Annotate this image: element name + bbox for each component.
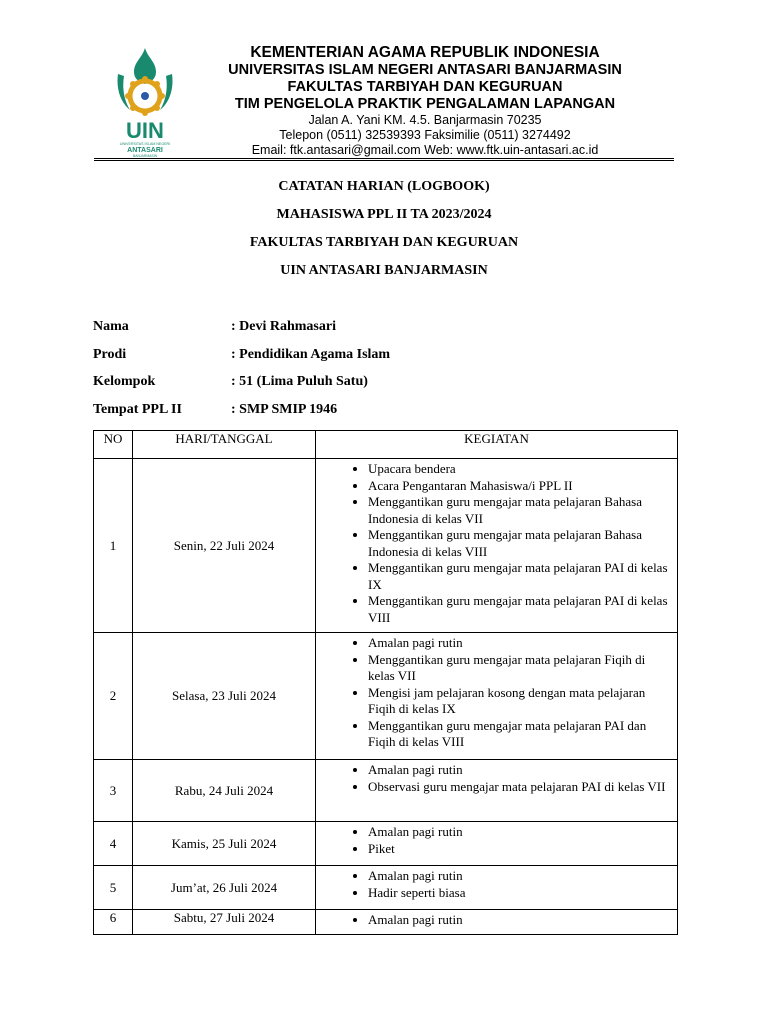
- table-row: [94, 633, 678, 760]
- title-line-3: FAKULTAS TARBIYAH DAN KEGURUAN: [249, 235, 519, 250]
- identity-row: [93, 373, 390, 401]
- activity-item: • Amalan pagi rutin: [368, 824, 673, 841]
- identity-value: : SMP SMIP 1946: [231, 402, 338, 418]
- activity-list: [316, 461, 673, 626]
- activity-list: [316, 868, 673, 901]
- identity-row: [93, 401, 390, 429]
- activity-list: [316, 635, 673, 751]
- activity-item: • Menggantikan guru mengajar mata pelajaran PAI dan Fiqih di kelas VIII: [368, 718, 673, 751]
- logo-sub2: ANTASARI: [127, 147, 163, 154]
- activity-list: [316, 824, 673, 857]
- header-activity: KEGIATAN: [316, 431, 678, 459]
- identity-label: Prodi: [93, 346, 127, 362]
- cell-date: Jum’at, 26 Juli 2024: [133, 866, 316, 910]
- activity-list: [316, 762, 673, 795]
- cell-no: 6: [94, 910, 133, 935]
- activity-item: • Menggantikan guru mengajar mata pelajaran Bahasa Indonesia di kelas VII: [368, 494, 673, 527]
- letterhead-team: TIM PENGELOLA PRAKTIK PENGALAMAN LAPANGAN: [234, 96, 616, 112]
- identity-value: : Pendidikan Agama Islam: [231, 346, 391, 362]
- identity-value: : 51 (Lima Puluh Satu): [231, 374, 368, 390]
- letterhead-faculty: FAKULTAS TARBIYAH DAN KEGURUAN: [287, 79, 563, 95]
- cell-no: 2: [94, 633, 133, 760]
- activity-item: • Piket: [368, 841, 673, 858]
- table-row: [94, 910, 678, 935]
- identity-row: [93, 346, 390, 374]
- cell-activities: [316, 866, 678, 910]
- table-header-row: [94, 431, 678, 459]
- activity-item: • Amalan pagi rutin: [368, 912, 673, 929]
- letterhead-university: UNIVERSITAS ISLAM NEGERI ANTASARI BANJARMASIN: [228, 62, 622, 78]
- activity-item: • Amalan pagi rutin: [368, 868, 673, 885]
- letterhead: [190, 44, 660, 158]
- activity-item: • Upacara bendera: [368, 461, 673, 478]
- activity-item: • Amalan pagi rutin: [368, 635, 673, 652]
- table-row: [94, 866, 678, 910]
- activity-item: • Hadir seperti biasa: [368, 885, 673, 902]
- letterhead-address: Jalan A. Yani KM. 4.5. Banjarmasin 70235: [308, 113, 542, 127]
- activity-item: • Acara Pengantaran Mahasiswa/i PPL II: [368, 478, 673, 495]
- activity-item: • Menggantikan guru mengajar mata pelajaran Fiqih di kelas VII: [368, 652, 673, 685]
- document-title: [94, 178, 674, 290]
- identity-label: Nama: [93, 319, 129, 334]
- letterhead-divider: [94, 158, 674, 161]
- activity-item: • Menggantikan guru mengajar mata pelajaran PAI di kelas VIII: [368, 593, 673, 626]
- letterhead-ministry: KEMENTERIAN AGAMA REPUBLIK INDONESIA: [250, 44, 600, 61]
- cell-date: Senin, 22 Juli 2024: [133, 459, 316, 633]
- cell-activities: [316, 822, 678, 866]
- cell-activities: [316, 910, 678, 935]
- logo-sub1: UNIVERSITAS ISLAM NEGERI: [119, 142, 171, 146]
- cell-activities: [316, 633, 678, 760]
- letterhead-phone: Telepon (0511) 32539393 Faksimilie (0511) 3274492: [279, 128, 571, 142]
- activity-item: • Observasi guru mengajar mata pelajaran PAI di kelas VII: [368, 779, 673, 796]
- letterhead-contact: Email: ftk.antasari@gmail.com Web: www.ftk.uin-antasari.ac.id: [251, 143, 599, 157]
- cell-no: 1: [94, 459, 133, 633]
- student-identity: [93, 318, 390, 429]
- table-row: [94, 822, 678, 866]
- activity-item: • Mengisi jam pelajaran kosong dengan mata pelajaran Fiqih di kelas IX: [368, 685, 673, 718]
- title-line-4: UIN ANTASARI BANJARMASIN: [280, 263, 488, 278]
- logo-sub3: BANJARMASIN: [132, 154, 158, 158]
- cell-date: Selasa, 23 Juli 2024: [133, 633, 316, 760]
- header-no: NO: [94, 431, 133, 459]
- table-row: [94, 760, 678, 822]
- title-line-1: CATATAN HARIAN (LOGBOOK): [278, 179, 490, 194]
- activity-item: • Amalan pagi rutin: [368, 762, 673, 779]
- logbook-table: [93, 430, 678, 935]
- logo-text: UIN: [126, 118, 164, 143]
- cell-date: Kamis, 25 Juli 2024: [133, 822, 316, 866]
- activity-item: • Menggantikan guru mengajar mata pelajaran PAI di kelas IX: [368, 560, 673, 593]
- cell-date: Rabu, 24 Juli 2024: [133, 760, 316, 822]
- cell-no: 3: [94, 760, 133, 822]
- cell-no: 4: [94, 822, 133, 866]
- activity-list: [316, 912, 673, 929]
- identity-label: Tempat PPL II: [93, 402, 182, 418]
- identity-value: : Devi Rahmasari: [231, 319, 336, 334]
- cell-activities: [316, 760, 678, 822]
- title-line-2: MAHASISWA PPL II TA 2023/2024: [276, 207, 492, 222]
- uin-antasari-logo: [112, 44, 178, 160]
- header-date: HARI/TANGGAL: [133, 431, 316, 459]
- cell-activities: [316, 459, 678, 633]
- cell-no: 5: [94, 866, 133, 910]
- table-row: [94, 459, 678, 633]
- identity-label: Kelompok: [93, 374, 156, 390]
- cell-date: Sabtu, 27 Juli 2024: [133, 910, 316, 935]
- activity-item: • Menggantikan guru mengajar mata pelajaran Bahasa Indonesia di kelas VIII: [368, 527, 673, 560]
- identity-row: [93, 318, 390, 346]
